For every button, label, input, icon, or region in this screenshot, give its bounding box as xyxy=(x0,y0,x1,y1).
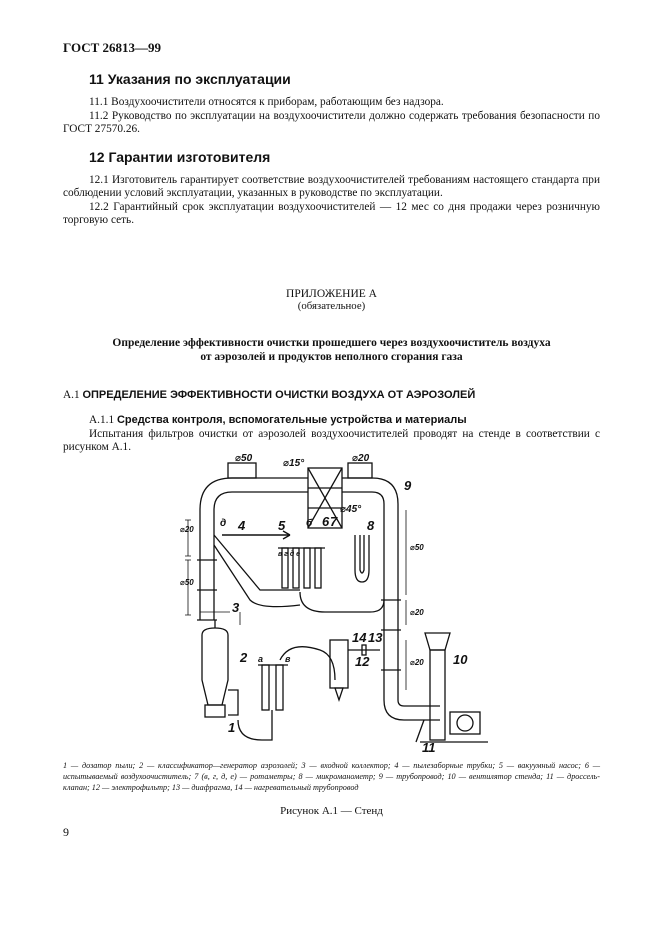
label-n11: 11 xyxy=(422,740,436,755)
label-n13: 13 xyxy=(368,630,383,645)
hose-lower xyxy=(238,710,272,740)
throttle-valve xyxy=(416,720,424,742)
label-n9: 9 xyxy=(404,478,412,493)
label-n5: 5 xyxy=(278,518,286,533)
section-a1-number: А.1 xyxy=(63,389,80,401)
section-a1-title: ОПРЕДЕЛЕНИЕ ЭФФЕКТИВНОСТИ ОЧИСТКИ ВОЗДУХА ОТ АЭРОЗОЛЕЙ xyxy=(82,389,476,401)
label-n6: 6 xyxy=(322,514,330,529)
top-box-right xyxy=(348,463,372,478)
pipe-to-fan-outer xyxy=(398,700,440,706)
connector-pipe xyxy=(300,592,384,612)
label-letter-d: д xyxy=(220,518,227,529)
section-12-title: 12 Гарантии изготовителя xyxy=(89,149,271,165)
label-d50-left: ⌀50 xyxy=(180,578,194,587)
figure-caption: Рисунок А.1 — Стенд xyxy=(280,805,383,817)
label-n7: 7 xyxy=(330,514,338,529)
label-n2: 2 xyxy=(240,650,248,665)
label-letter-b: б xyxy=(306,518,313,529)
section-a11-title: Средства контроля, вспомогательные устройства и материалы xyxy=(116,414,467,426)
dust-dispenser xyxy=(228,690,238,715)
paragraph-a11: Испытания фильтров очистки от аэрозолей воздухоочистителей проводят на стенде в соответствии с рисунком А.1. xyxy=(63,428,600,454)
annex-title: ПРИЛОЖЕНИЕ А xyxy=(286,288,377,300)
label-n10: 10 xyxy=(453,652,468,667)
sampling-tube-1 xyxy=(214,535,300,590)
label-rotameters: в г д е xyxy=(278,551,301,558)
rotameter-pair xyxy=(258,665,288,710)
label-n3: 3 xyxy=(232,600,240,615)
label-letter-a: а xyxy=(258,654,264,664)
label-n4: 4 xyxy=(238,518,246,533)
label-d20-left: ⌀20 xyxy=(180,525,194,534)
stand-fan xyxy=(420,633,488,742)
annex-heading-line1: Определение эффективности очистки прошедшего через воздухоочиститель воздуха xyxy=(112,337,551,349)
page-number: 9 xyxy=(63,825,69,839)
section-11-title: 11 Указания по эксплуатации xyxy=(89,71,291,87)
label-n14: 14 xyxy=(352,630,367,645)
label-d50-right: ⌀50 xyxy=(410,543,424,552)
micromanometer xyxy=(355,535,369,582)
label-n1: 1 xyxy=(228,720,236,735)
document-header: ГОСТ 26813—99 xyxy=(63,40,162,55)
label-d20-right1: ⌀20 xyxy=(410,608,424,617)
annex-heading-line2: от аэрозолей и продуктов неполного сгорания газа xyxy=(200,351,463,363)
label-letter-v: в xyxy=(285,654,291,664)
label-n8: 8 xyxy=(367,518,375,533)
label-angle45: ⌀45° xyxy=(340,504,362,515)
label-n12: 12 xyxy=(355,654,370,669)
paragraph-11-1: 11.1 Воздухоочистители относятся к приборам, работающим без надзора. xyxy=(89,96,444,108)
label-d50-top: ⌀50 xyxy=(235,453,253,464)
pipe-to-fan-inner xyxy=(384,700,440,720)
label-d20-top: ⌀20 xyxy=(352,453,370,464)
figure-legend: 1 — дозатор пыли; 2 — классификатор—генератор аэрозолей; 3 — входной коллектор; 4 — пылезаборные трубки; 5 — вакуумный насос; 6 — испытываемый воздухоочиститель; 7 (в, г, д, е) — ротаметры; 8 — микроманометр; 9 — трубопровод; 10 — вентилятор стенда; 11 — дроссель-клапан; 12 — электрофильтр; 13 — диафрагма, 14 — нагревательный трубопровод xyxy=(63,761,600,792)
paragraph-12-2: 12.2 Гарантийный срок эксплуатации воздухоочистителей — 12 мес со дня продажи через розничную торговую сеть. xyxy=(63,201,600,227)
label-angle15: ⌀15° xyxy=(283,458,305,469)
section-a11-number: А.1.1 xyxy=(89,414,115,426)
label-d20-right2: ⌀20 xyxy=(410,658,424,667)
top-box-left xyxy=(228,463,256,478)
paragraph-11-2: 11.2 Руководство по эксплуатации на воздухоочистители должно содержать требования безопасности по ГОСТ 27570.26. xyxy=(63,110,600,136)
classifier-generator xyxy=(202,620,228,717)
paragraph-12-1: 12.1 Изготовитель гарантирует соответствие воздухоочистителей требованиям настоящего стандарта при соблюдении условий эксплуатации, указанных в руководстве по эксплуатации. xyxy=(63,174,600,200)
annex-subtitle: (обязательное) xyxy=(297,300,366,312)
